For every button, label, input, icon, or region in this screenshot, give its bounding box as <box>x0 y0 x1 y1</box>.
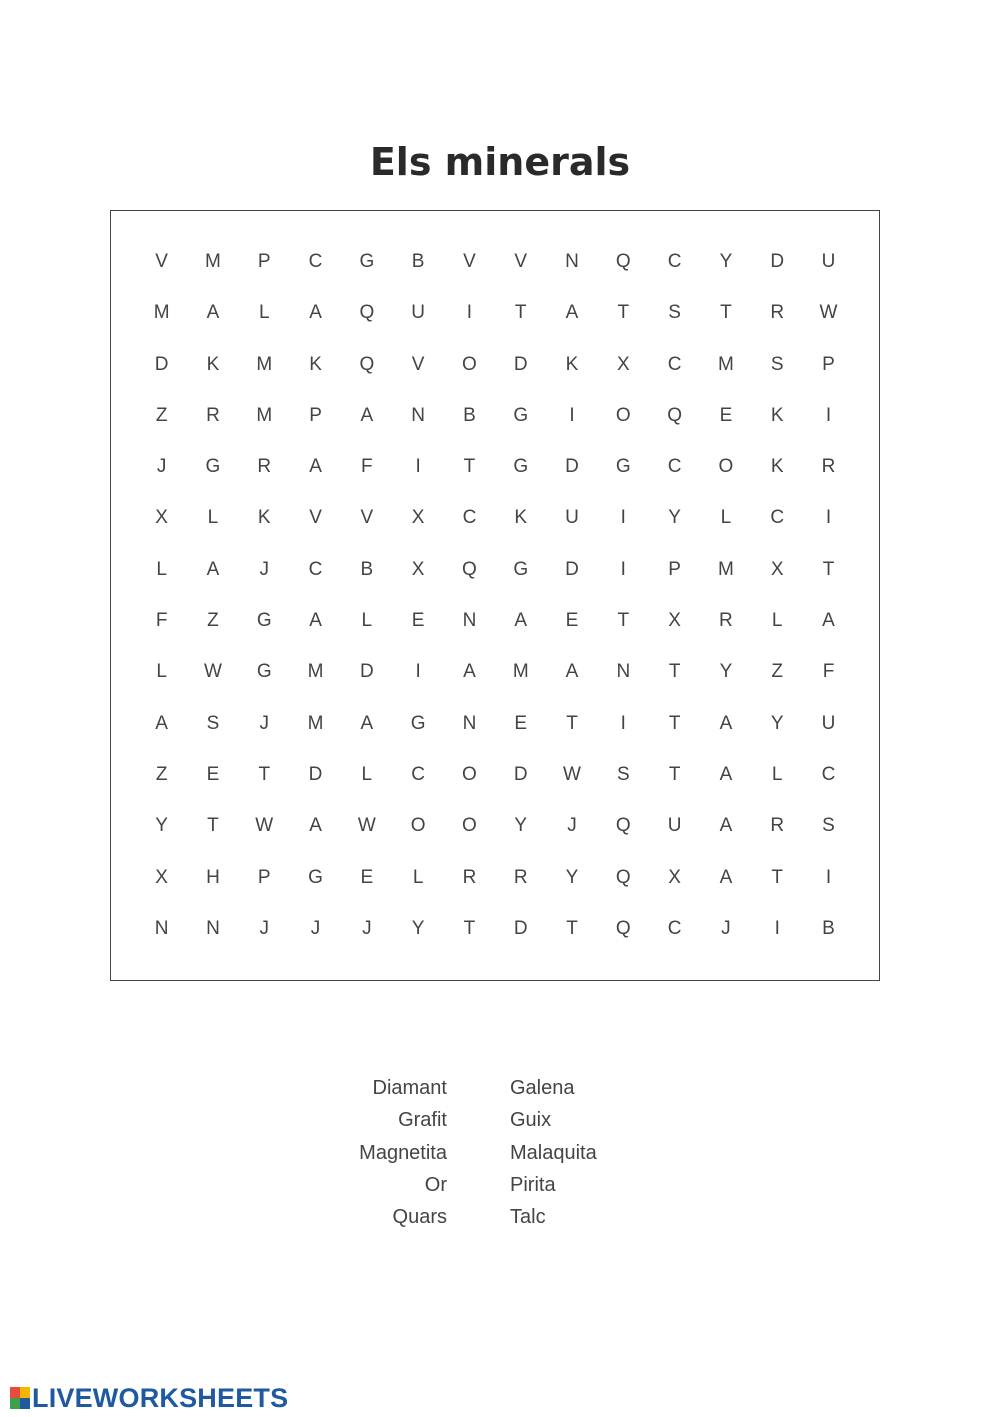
grid-letter[interactable]: Q <box>615 251 631 272</box>
grid-letter[interactable]: Y <box>719 661 733 683</box>
liveworksheets-logo[interactable] <box>10 1382 288 1414</box>
grid-letter[interactable]: I <box>774 917 780 939</box>
grid-letter[interactable]: O <box>410 815 426 837</box>
grid-letter[interactable]: P <box>257 251 271 272</box>
grid-letter[interactable]: J <box>259 712 269 734</box>
grid-letter[interactable]: J <box>259 558 269 580</box>
grid-letter[interactable]: L <box>720 507 732 529</box>
grid-letter[interactable]: D <box>770 251 785 272</box>
grid-letter[interactable]: A <box>309 610 322 632</box>
word-list-item: Quars <box>392 1206 447 1229</box>
grid-letter[interactable]: X <box>411 507 425 529</box>
grid-letter[interactable]: F <box>361 456 373 478</box>
grid-letter[interactable]: K <box>257 507 271 529</box>
grid-letter[interactable]: T <box>566 917 578 939</box>
grid-letter[interactable]: X <box>155 507 168 529</box>
grid-letter[interactable]: Z <box>155 404 168 426</box>
grid-letter[interactable]: E <box>565 610 579 632</box>
grid-letter[interactable]: F <box>822 661 835 683</box>
grid-letter[interactable]: J <box>567 815 577 837</box>
grid-letter[interactable]: Q <box>615 866 631 888</box>
grid-letter[interactable]: W <box>357 815 376 837</box>
grid-letter[interactable]: D <box>513 917 528 939</box>
grid-letter[interactable]: T <box>822 558 835 580</box>
grid-letter[interactable]: W <box>819 302 838 324</box>
grid-letter[interactable]: D <box>565 558 579 580</box>
grid-letter[interactable]: L <box>156 558 167 580</box>
grid-letter[interactable]: X <box>616 353 630 375</box>
grid-letter[interactable]: M <box>718 558 734 580</box>
grid-letter[interactable]: G <box>256 610 272 632</box>
grid-letter[interactable]: O <box>462 763 477 785</box>
grid-letter[interactable]: X <box>411 558 425 580</box>
word-list-item: Malaquita <box>510 1141 597 1164</box>
grid-letter[interactable]: M <box>307 661 324 683</box>
grid-letter[interactable]: G <box>513 558 529 580</box>
grid-letter[interactable]: C <box>821 763 836 785</box>
grid-letter[interactable]: T <box>463 917 476 939</box>
grid-letter[interactable]: Y <box>668 507 681 529</box>
grid-letter[interactable]: A <box>309 815 322 837</box>
grid-letter[interactable]: N <box>462 610 477 632</box>
grid-letter[interactable]: A <box>719 763 733 785</box>
grid-letter[interactable]: G <box>308 866 323 888</box>
grid-letter[interactable]: T <box>771 866 784 888</box>
grid-letter[interactable]: L <box>412 866 424 888</box>
grid-letter[interactable]: U <box>667 815 682 837</box>
grid-letter[interactable]: W <box>255 815 274 837</box>
grid-letter[interactable]: A <box>309 456 322 478</box>
grid-letter[interactable]: C <box>308 251 323 272</box>
word-list-right-column <box>510 1072 597 1233</box>
grid-letter[interactable]: C <box>770 507 785 529</box>
grid-letter[interactable]: A <box>565 302 579 324</box>
grid-letter[interactable]: C <box>308 558 323 580</box>
grid-letter[interactable]: N <box>411 404 425 426</box>
grid-letter[interactable]: A <box>206 558 220 580</box>
grid-letter[interactable]: G <box>359 251 375 272</box>
word-search-grid <box>136 236 854 954</box>
grid-letter[interactable]: Q <box>615 815 631 837</box>
grid-letter[interactable]: P <box>309 404 322 426</box>
grid-letter[interactable]: I <box>825 866 832 888</box>
grid-letter[interactable]: C <box>667 251 682 272</box>
grid-letter[interactable]: Q <box>615 917 631 939</box>
grid-letter[interactable]: S <box>668 302 681 324</box>
grid-letter[interactable]: L <box>361 763 373 785</box>
grid-letter[interactable]: A <box>360 712 374 734</box>
grid-letter[interactable]: J <box>310 917 321 939</box>
grid-letter[interactable]: K <box>206 353 220 375</box>
grid-letter[interactable]: L <box>361 610 373 632</box>
grid-letter[interactable]: A <box>822 610 835 632</box>
grid-letter[interactable]: L <box>258 302 270 324</box>
word-list-item: Grafit <box>398 1109 447 1132</box>
grid-letter[interactable]: N <box>565 251 579 272</box>
grid-letter[interactable]: G <box>256 661 272 683</box>
grid-letter[interactable]: Y <box>514 815 528 837</box>
word-list <box>0 1072 1000 1242</box>
grid-letter[interactable]: A <box>155 712 168 734</box>
grid-letter[interactable]: I <box>825 507 832 529</box>
grid-letter[interactable]: D <box>513 353 528 375</box>
logo-square <box>20 1387 30 1398</box>
grid-letter[interactable]: A <box>719 866 733 888</box>
grid-letter[interactable]: R <box>257 456 272 478</box>
grid-letter[interactable]: T <box>668 661 681 683</box>
grid-letter[interactable]: G <box>513 404 529 426</box>
grid-letter[interactable]: R <box>719 610 733 632</box>
grid-letter[interactable]: M <box>718 353 734 375</box>
grid-letter[interactable]: T <box>720 302 732 324</box>
grid-letter[interactable]: D <box>359 661 374 683</box>
logo-square <box>10 1387 20 1398</box>
grid-letter[interactable]: S <box>770 353 784 375</box>
grid-letter[interactable]: U <box>821 712 836 734</box>
grid-letter[interactable]: F <box>155 610 168 632</box>
grid-letter[interactable]: T <box>668 712 681 734</box>
grid-letter[interactable]: A <box>206 302 220 324</box>
grid-letter[interactable]: B <box>463 404 476 426</box>
grid-letter[interactable]: V <box>514 251 528 272</box>
grid-letter[interactable]: S <box>206 712 220 734</box>
grid-letter[interactable]: Q <box>359 302 375 324</box>
grid-letter[interactable]: B <box>822 917 835 939</box>
grid-letter[interactable]: A <box>719 815 733 837</box>
grid-letter[interactable]: U <box>821 251 836 272</box>
grid-letter[interactable]: R <box>770 302 785 324</box>
grid-letter[interactable]: M <box>153 302 170 324</box>
grid-letter[interactable]: U <box>565 507 579 529</box>
grid-letter[interactable]: I <box>466 302 473 324</box>
grid-letter[interactable]: U <box>411 302 425 324</box>
page-title: Els minerals <box>369 140 631 184</box>
grid-letter[interactable]: K <box>514 507 528 529</box>
grid-letter[interactable]: K <box>770 456 784 478</box>
grid-letter[interactable]: B <box>411 251 425 272</box>
grid-letter[interactable]: J <box>259 917 269 939</box>
grid-letter[interactable]: C <box>667 917 682 939</box>
grid-letter[interactable]: D <box>565 456 579 478</box>
grid-letter[interactable]: M <box>205 251 221 272</box>
logo-square <box>10 1398 20 1409</box>
grid-letter[interactable]: C <box>667 456 682 478</box>
grid-letter[interactable]: S <box>616 763 630 785</box>
grid-letter[interactable]: O <box>462 353 477 375</box>
grid-letter[interactable]: G <box>205 456 221 478</box>
grid-letter[interactable]: E <box>514 712 528 734</box>
grid-letter[interactable]: N <box>462 712 477 734</box>
grid-letter[interactable]: G <box>410 712 426 734</box>
grid-letter[interactable]: C <box>462 507 477 529</box>
grid-letter[interactable]: R <box>513 866 528 888</box>
grid-letter[interactable]: B <box>360 558 374 580</box>
grid-letter[interactable]: E <box>411 610 425 632</box>
grid-letter[interactable]: E <box>206 763 220 785</box>
grid-letter[interactable]: M <box>256 404 273 426</box>
grid-letter[interactable]: T <box>668 763 681 785</box>
grid-letter[interactable]: Y <box>770 712 784 734</box>
grid-letter[interactable]: Y <box>719 251 733 272</box>
grid-letter[interactable]: K <box>565 353 579 375</box>
word-list-item: Talc <box>510 1206 546 1229</box>
grid-letter[interactable]: L <box>156 661 167 683</box>
word-list-item: Magnetita <box>359 1141 447 1164</box>
grid-letter[interactable]: G <box>513 456 529 478</box>
word-list-item: Or <box>424 1173 447 1196</box>
grid-letter[interactable]: T <box>258 763 271 785</box>
grid-letter[interactable]: T <box>617 302 630 324</box>
grid-letter[interactable]: Q <box>359 353 375 375</box>
grid-letter[interactable]: T <box>207 815 219 837</box>
grid-letter[interactable]: A <box>309 302 322 324</box>
grid-letter[interactable]: P <box>257 866 271 888</box>
grid-letter[interactable]: I <box>620 558 626 580</box>
grid-letter[interactable]: I <box>415 661 421 683</box>
grid-letter[interactable]: V <box>411 353 425 375</box>
grid-letter[interactable]: H <box>206 866 220 888</box>
grid-letter[interactable]: R <box>821 456 836 478</box>
grid-letter[interactable]: Y <box>565 866 579 888</box>
grid-letter[interactable]: W <box>203 661 222 683</box>
grid-letter[interactable]: M <box>256 353 273 375</box>
grid-letter[interactable]: X <box>155 866 168 888</box>
word-list-item: Diamant <box>372 1077 447 1099</box>
grid-letter[interactable]: Y <box>411 917 425 939</box>
grid-letter[interactable]: G <box>615 456 631 478</box>
grid-letter[interactable]: S <box>822 815 835 837</box>
grid-letter[interactable]: L <box>771 763 783 785</box>
grid-letter[interactable]: Z <box>771 661 784 683</box>
word-list-item: Guix <box>510 1109 552 1132</box>
grid-letter[interactable]: J <box>362 917 372 939</box>
word-list-left-column <box>359 1072 447 1233</box>
grid-letter[interactable]: V <box>309 507 322 529</box>
grid-letter[interactable]: X <box>668 866 681 888</box>
grid-letter[interactable]: D <box>513 763 528 785</box>
grid-letter[interactable]: V <box>360 507 374 529</box>
grid-letter[interactable]: I <box>415 456 421 478</box>
grid-letter[interactable]: V <box>155 251 168 272</box>
grid-letter[interactable]: M <box>512 661 529 683</box>
grid-letter[interactable]: E <box>719 404 733 426</box>
grid-letter[interactable]: Q <box>667 404 682 426</box>
grid-letter[interactable]: A <box>360 404 374 426</box>
grid-letter[interactable]: D <box>308 763 323 785</box>
grid-letter[interactable]: O <box>718 456 734 478</box>
grid-letter[interactable]: O <box>615 404 631 426</box>
grid-letter[interactable]: R <box>462 866 477 888</box>
grid-letter[interactable]: N <box>206 917 220 939</box>
grid-letter[interactable]: R <box>770 815 785 837</box>
grid-letter[interactable]: W <box>563 763 581 785</box>
grid-letter[interactable]: L <box>207 507 219 529</box>
grid-letter[interactable]: K <box>770 404 784 426</box>
grid-letter[interactable]: Z <box>207 610 219 632</box>
grid-letter[interactable]: J <box>156 456 167 478</box>
logo-square <box>20 1398 30 1409</box>
grid-letter[interactable]: P <box>668 558 681 580</box>
grid-letter[interactable]: I <box>569 404 575 426</box>
grid-letter[interactable]: E <box>360 866 374 888</box>
grid-letter[interactable]: T <box>566 712 578 734</box>
grid-letter[interactable]: C <box>411 763 425 785</box>
grid-letter[interactable]: A <box>514 610 528 632</box>
grid-letter[interactable]: I <box>825 404 832 426</box>
grid-letter[interactable]: M <box>307 712 324 734</box>
liveworksheets-logo-icon <box>10 1387 30 1409</box>
grid-letter[interactable]: D <box>154 353 169 375</box>
grid-letter[interactable]: J <box>721 917 731 939</box>
grid-letter[interactable]: A <box>719 712 733 734</box>
grid-letter[interactable]: Z <box>155 763 168 785</box>
grid-letter[interactable]: O <box>462 815 477 837</box>
grid-letter[interactable]: A <box>463 661 476 683</box>
grid-letter[interactable]: T <box>514 302 527 324</box>
grid-letter[interactable]: Y <box>155 815 168 837</box>
word-list-item: Galena <box>510 1077 575 1099</box>
grid-letter[interactable]: T <box>463 456 476 478</box>
logo-text: LIVEWORKSHEETS <box>32 1382 289 1413</box>
grid-letter[interactable]: I <box>620 507 626 529</box>
grid-letter[interactable]: K <box>309 353 322 375</box>
grid-letter[interactable]: X <box>668 610 681 632</box>
grid-letter[interactable]: T <box>617 610 630 632</box>
grid-letter[interactable]: N <box>616 661 631 683</box>
grid-letter[interactable]: R <box>206 404 220 426</box>
grid-letter[interactable]: Q <box>462 558 477 580</box>
grid-letter[interactable]: C <box>667 353 682 375</box>
grid-letter[interactable]: I <box>620 712 626 734</box>
grid-letter[interactable]: P <box>822 353 835 375</box>
grid-letter[interactable]: X <box>770 558 784 580</box>
grid-letter[interactable]: V <box>463 251 476 272</box>
word-list-item: Pirita <box>510 1173 556 1196</box>
grid-letter[interactable]: A <box>565 661 579 683</box>
grid-letter[interactable]: N <box>154 917 169 939</box>
grid-letter[interactable]: L <box>771 610 783 632</box>
